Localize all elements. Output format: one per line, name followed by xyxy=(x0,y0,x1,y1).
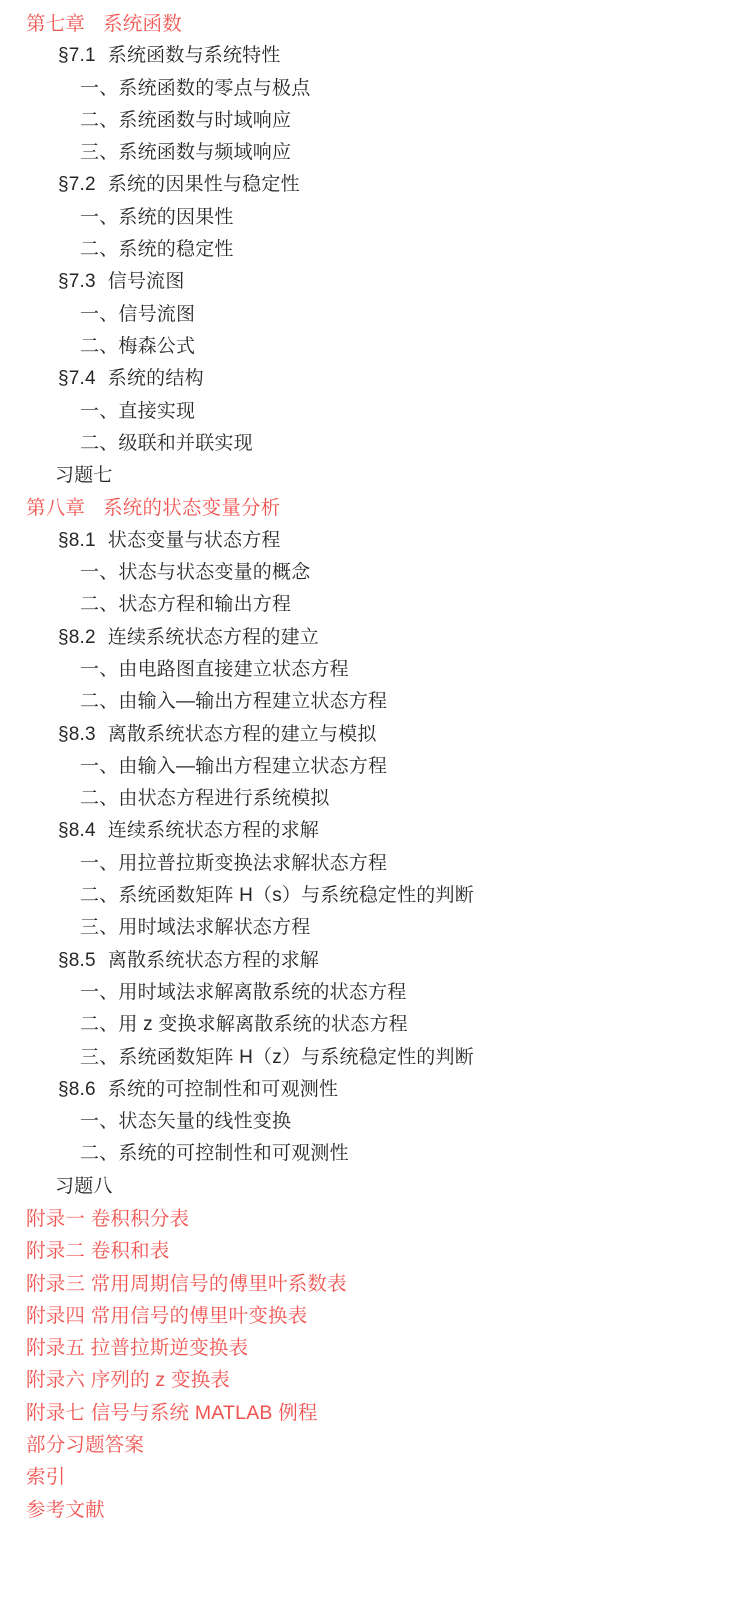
toc-appendix[interactable] xyxy=(0,1235,750,1267)
toc-subsection[interactable] xyxy=(0,880,750,912)
toc-chapter[interactable] xyxy=(0,492,750,524)
toc-section-title: 离散系统状态方程的求解 xyxy=(107,949,319,971)
toc-subsection-title: 三、系统函数矩阵 H（z）与系统稳定性的判断 xyxy=(80,1046,474,1068)
toc-subsection-title: 一、信号流图 xyxy=(80,303,196,325)
toc-section[interactable] xyxy=(0,1074,750,1106)
toc-subsection-title: 一、由输入—输出方程建立状态方程 xyxy=(80,755,388,777)
toc-exercise-title: 习题七 xyxy=(55,465,113,487)
toc-appendix-title: 附录二 卷积和表 xyxy=(26,1240,170,1263)
toc-subsection[interactable] xyxy=(0,299,750,331)
toc-subsection[interactable] xyxy=(0,1042,750,1074)
toc-appendix-title: 附录四 常用信号的傅里叶变换表 xyxy=(26,1304,308,1327)
toc-section-number: §7.2 xyxy=(58,174,96,196)
toc-appendix[interactable] xyxy=(0,1397,750,1429)
toc-section-title: 连续系统状态方程的建立 xyxy=(107,626,319,648)
toc-back-matter-title: 部分习题答案 xyxy=(26,1434,145,1457)
toc-subsection-title: 一、用时域法求解离散系统的状态方程 xyxy=(80,981,407,1003)
toc-subsection[interactable] xyxy=(0,137,750,169)
toc-subsection[interactable] xyxy=(0,428,750,460)
toc-subsection-title: 二、系统的可控制性和可观测性 xyxy=(80,1143,349,1165)
toc-section-title: 离散系统状态方程的建立与模拟 xyxy=(107,723,377,745)
toc-section-number: §7.3 xyxy=(58,271,96,293)
toc-section-title: 状态变量与状态方程 xyxy=(107,529,281,551)
toc-appendix[interactable] xyxy=(0,1364,750,1396)
toc-subsection[interactable] xyxy=(0,977,750,1009)
toc-subsection[interactable] xyxy=(0,783,750,815)
toc-chapter-title: 系统的状态变量分析 xyxy=(103,497,281,520)
toc-section[interactable] xyxy=(0,815,750,847)
toc-appendix[interactable] xyxy=(0,1268,750,1300)
toc-section-title: 连续系统状态方程的求解 xyxy=(107,820,319,842)
toc-subsection-title: 三、用时域法求解状态方程 xyxy=(80,917,311,939)
toc-subsection[interactable] xyxy=(0,105,750,137)
toc-appendix-title: 附录一 卷积积分表 xyxy=(26,1207,190,1230)
toc-section[interactable] xyxy=(0,719,750,751)
toc-subsection-title: 二、状态方程和输出方程 xyxy=(80,594,292,616)
toc-section-title: 系统的结构 xyxy=(107,368,204,390)
toc-subsection-title: 二、用 z 变换求解离散系统的状态方程 xyxy=(80,1014,408,1036)
toc-subsection[interactable] xyxy=(0,1009,750,1041)
toc-subsection[interactable] xyxy=(0,686,750,718)
toc-appendix-title: 附录五 拉普拉斯逆变换表 xyxy=(26,1337,249,1360)
toc-subsection-title: 二、级联和并联实现 xyxy=(80,432,253,454)
toc-section-number: §8.6 xyxy=(58,1078,96,1100)
toc-subsection[interactable] xyxy=(0,73,750,105)
toc-subsection-title: 一、状态矢量的线性变换 xyxy=(80,1111,292,1133)
toc-back-matter-title: 索引 xyxy=(26,1466,66,1489)
toc-subsection[interactable] xyxy=(0,912,750,944)
toc-subsection[interactable] xyxy=(0,848,750,880)
toc-subsection-title: 一、由电路图直接建立状态方程 xyxy=(80,658,349,680)
toc-section-title: 信号流图 xyxy=(107,271,185,293)
toc-chapter-number: 第七章 xyxy=(26,13,86,35)
toc-subsection-title: 二、系统函数与时域响应 xyxy=(80,109,292,131)
toc-subsection-title: 三、系统函数与频域响应 xyxy=(80,142,292,164)
toc-subsection[interactable] xyxy=(0,589,750,621)
toc-subsection-title: 二、梅森公式 xyxy=(80,335,196,357)
toc-section[interactable] xyxy=(0,622,750,654)
toc-section[interactable] xyxy=(0,40,750,72)
toc-back-matter[interactable] xyxy=(0,1461,750,1493)
toc-exercise[interactable] xyxy=(0,460,750,492)
toc-subsection[interactable] xyxy=(0,1138,750,1170)
toc-exercise-title: 习题八 xyxy=(55,1175,113,1197)
toc-exercise[interactable] xyxy=(0,1171,750,1203)
toc-chapter[interactable] xyxy=(0,8,750,40)
toc-appendix[interactable] xyxy=(0,1332,750,1364)
toc-section-number: §7.1 xyxy=(58,45,96,67)
toc-subsection[interactable] xyxy=(0,1106,750,1138)
toc-appendix[interactable] xyxy=(0,1203,750,1235)
toc-appendix[interactable] xyxy=(0,1300,750,1332)
toc-chapter-title: 系统函数 xyxy=(103,13,182,35)
toc-subsection[interactable] xyxy=(0,654,750,686)
toc-subsection[interactable] xyxy=(0,557,750,589)
toc-section[interactable] xyxy=(0,266,750,298)
toc-subsection-title: 二、由输入—输出方程建立状态方程 xyxy=(80,691,388,713)
toc-subsection-title: 二、系统函数矩阵 H（s）与系统稳定性的判断 xyxy=(80,885,474,907)
toc-section-number: §7.4 xyxy=(58,368,96,390)
toc-section-title: 系统函数与系统特性 xyxy=(107,45,281,67)
toc-appendix-title: 附录七 信号与系统 MATLAB 例程 xyxy=(26,1401,318,1424)
toc-appendix-title: 附录三 常用周期信号的傅里叶系数表 xyxy=(26,1272,347,1295)
toc-section-number: §8.5 xyxy=(58,949,96,971)
toc-section-title: 系统的可控制性和可观测性 xyxy=(107,1078,339,1100)
toc-subsection-title: 二、系统的稳定性 xyxy=(80,239,234,261)
toc-subsection-title: 一、直接实现 xyxy=(80,400,196,422)
toc-subsection-title: 一、系统函数的零点与极点 xyxy=(80,77,311,99)
toc-section[interactable] xyxy=(0,363,750,395)
toc-subsection[interactable] xyxy=(0,396,750,428)
toc-subsection-title: 一、状态与状态变量的概念 xyxy=(80,562,311,584)
toc-back-matter[interactable] xyxy=(0,1494,750,1526)
toc-subsection-title: 一、用拉普拉斯变换法求解状态方程 xyxy=(80,852,388,874)
toc-section-number: §8.1 xyxy=(58,529,96,551)
toc-section-number: §8.4 xyxy=(58,820,96,842)
toc-subsection[interactable] xyxy=(0,751,750,783)
toc-chapter-number: 第八章 xyxy=(26,497,86,520)
toc-subsection[interactable] xyxy=(0,331,750,363)
toc-section-number: §8.2 xyxy=(58,626,96,648)
toc-section[interactable] xyxy=(0,169,750,201)
toc-section-number: §8.3 xyxy=(58,723,96,745)
toc-back-matter[interactable] xyxy=(0,1429,750,1461)
toc-section-title: 系统的因果性与稳定性 xyxy=(107,174,300,196)
toc-subsection-title: 二、由状态方程进行系统模拟 xyxy=(80,788,330,810)
toc-subsection[interactable] xyxy=(0,234,750,266)
toc-subsection-title: 一、系统的因果性 xyxy=(80,206,234,228)
toc-subsection[interactable] xyxy=(0,202,750,234)
toc-appendix-title: 附录六 序列的 z 变换表 xyxy=(26,1369,231,1392)
toc-section[interactable] xyxy=(0,945,750,977)
toc-section[interactable] xyxy=(0,525,750,557)
toc-back-matter-title: 参考文献 xyxy=(26,1498,105,1521)
